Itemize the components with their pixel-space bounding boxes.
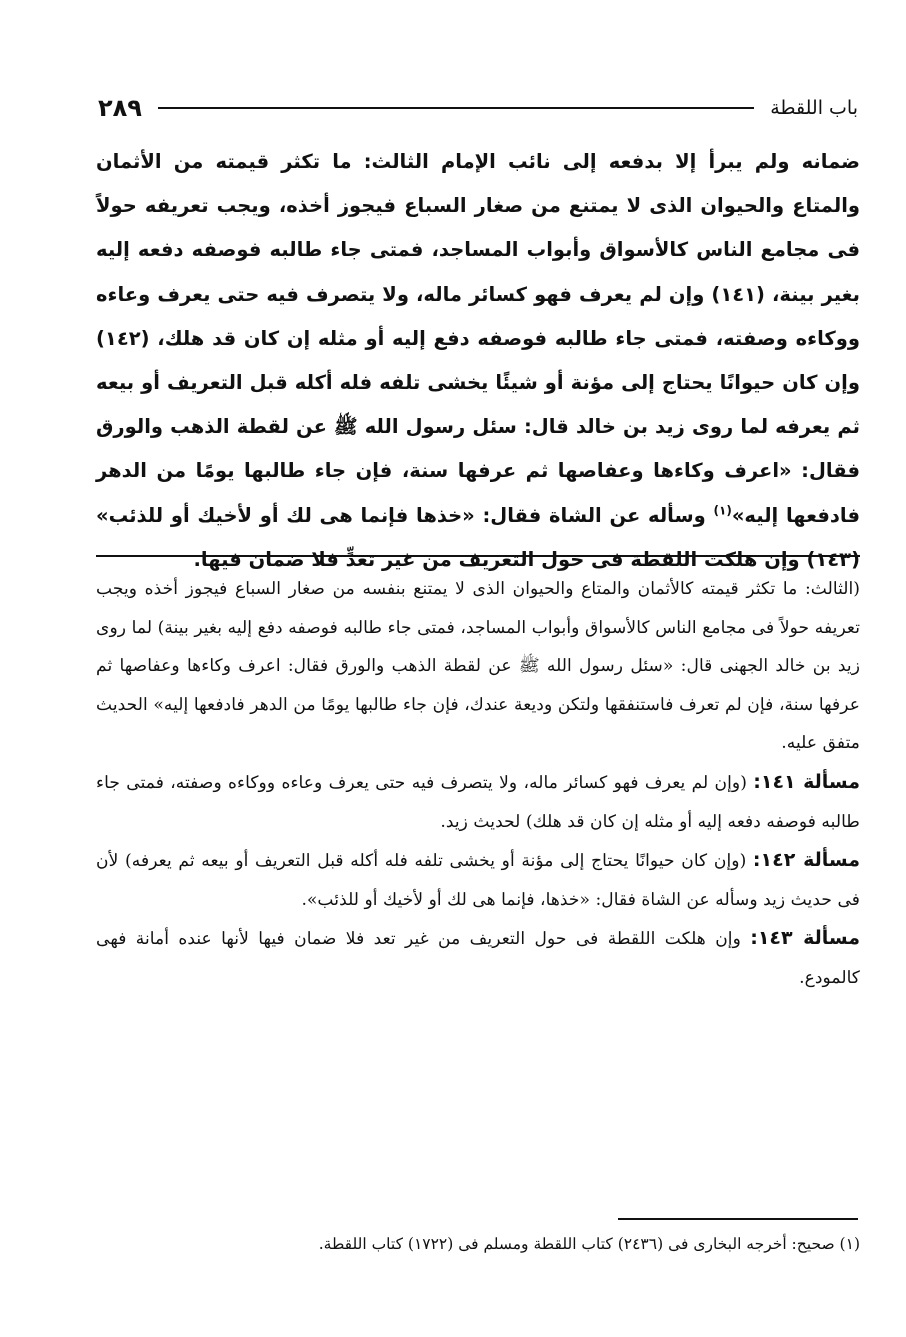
masala-text: وإن هلكت اللقطة فى حول التعريف من غير تعد فلا ضمان فيها لأنها عنده أمانة فهى كالمودع.	[96, 929, 860, 988]
commentary-intro: (الثالث: ما تكثر قيمته كالأثمان والمتاع والحيوان الذى لا يمتنع بنفسه من صغار السباع فيجوز أخذه ويجب تعريفه حولاً فى مجامع الناس كالأسواق وأبواب المساجد، فمتى جاء طالبه فوصفه دفع إليه بغير بينة) لما روى زيد بن خالد الجهنى قال: «سئل رسول الله ﷺ عن لقطة الذهب والورق فقال: اعرف وكاءها وعفاصها ثم عرفها سنة، فإن لم تعرف فاستنفقها ولتكن وديعة عندك، فإن جاء طالبها يومًا من الدهر فادفعها إليه» الحديث متفق عليه.	[96, 579, 860, 754]
masala-heading: مسألة ١٤٣:	[750, 927, 860, 950]
page-header	[98, 90, 858, 126]
masala-text: (وإن لم يعرف فهو كسائر ماله، ولا يتصرف فيه حتى يعرف وعاءه ووكاءه وصفته، فمتى جاء طالبه فوصفه دفعه إليه أو مثله إن كان قد هلك) لحديث زيد.	[96, 772, 860, 832]
footnote-rule	[618, 1218, 858, 1220]
masala-heading: مسألة ١٤٢:	[752, 849, 860, 872]
section-divider	[96, 555, 860, 557]
page-number: ٢٨٩	[98, 94, 142, 122]
main-paragraph	[96, 140, 860, 582]
commentary-block	[96, 570, 860, 998]
masala-142	[96, 841, 860, 919]
footnote-text: (١) صحيح: أخرجه البخارى فى (٢٤٣٦) كتاب اللقطة ومسلم فى (١٧٢٢) كتاب اللقطة.	[318, 1235, 860, 1253]
main-text-block	[96, 140, 860, 582]
footnote-marker: (١)	[713, 503, 732, 518]
masala-heading: مسألة ١٤١:	[753, 770, 860, 793]
masala-text: (وإن كان حيوانًا يحتاج إلى مؤنة أو يخشى تلفه فله أكله قبل التعريف أو بيعه ثم يعرفه) لأن فى حديث زيد وسأله عن الشاة فقال: «خذها، فإنما هى لك أو لأخيك أو للذئب».	[96, 851, 860, 910]
footnote-block	[96, 1230, 860, 1258]
masala-143	[96, 919, 860, 997]
header-rule	[158, 107, 754, 109]
main-text-continued: وسأله عن الشاة فقال: «خذها فإنما هى لك أو لأخيك أو للذئب» (١٤٣) وإن هلكت اللقطة فى حول التعريف من غير تعدٍّ فلا ضمان فيها.	[96, 503, 860, 571]
masala-141	[96, 763, 860, 841]
main-text: ضمانه ولم يبرأ إلا بدفعه إلى نائب الإمام الثالث: ما تكثر قيمته من الأثمان والمتاع والحيوان الذى لا يمتنع من صغار السباع فيجوز أخذه، ويجب تعريفه حولاً فى مجامع الناس كالأسواق وأبواب المساجد، فمتى جاء طالبه فوصفه دفعه إليه بغير بينة، (١٤١) وإن لم يعرف فهو كسائر ماله، ولا يتصرف فيه حتى يعرف وعاءه ووكاءه وصفته، فمتى جاء طالبه فوصفه دفع إليه أو مثله إن كان قد هلك، (١٤٢) وإن كان حيوانًا يحتاج إلى مؤنة أو شيئًا يخشى تلفه فله أكله قبل التعريف أو بيعه ثم يعرفه لما روى زيد بن خالد قال: سئل رسول الله ﷺ عن لقطة الذهب والورق فقال: «اعرف وكاءها وعفاصها ثم عرفها سنة، فإن جاء طالبها يومًا من الدهر فادفعها إليه»	[96, 150, 861, 527]
chapter-title: باب اللقطة	[770, 97, 858, 119]
